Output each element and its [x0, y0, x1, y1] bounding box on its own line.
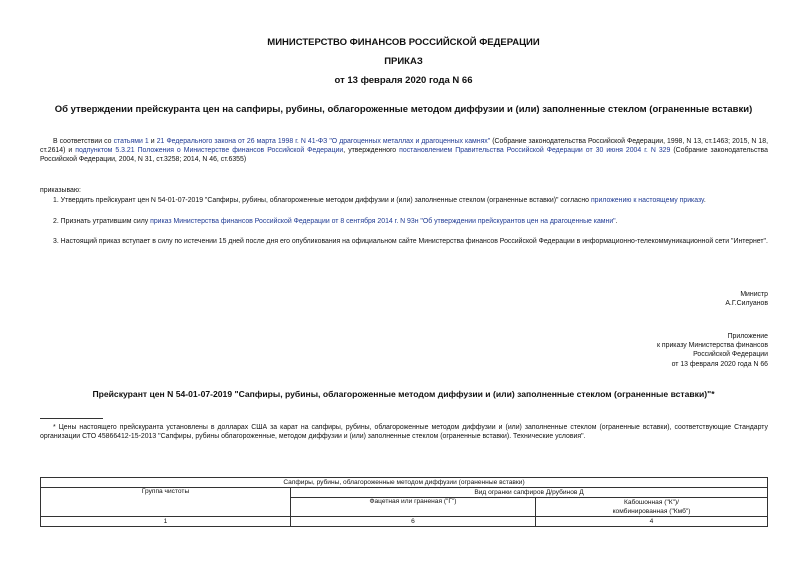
signature-role: Министр: [740, 291, 768, 298]
col-cut-type: Вид огранки сапфиров Д/рубинов Д: [291, 488, 768, 498]
table-caption: Сапфиры, рубины, облагороженные методом диффузии (ограненные вставки): [41, 478, 768, 488]
appendix-label: Приложение: [727, 333, 768, 340]
link-regulation-subclause[interactable]: подпунктом 5.3.21 Положения о Министерстве финансов Российской Федерации: [75, 147, 344, 155]
item-text: 2. Признать утратившим силу: [53, 218, 151, 225]
price-list-title: Прейскурант цен N 54-01-07-2019 "Сапфиры, рубины, облагороженные методом диффузии и (или) заполненные стеклом (ограненные вставки)"*: [92, 389, 715, 399]
doc-type: ПРИКАЗ: [384, 56, 423, 67]
col-clarity-group: Группа чистоты: [41, 488, 291, 517]
appendix-order-ref: к приказу Министерства финансов: [656, 342, 768, 349]
link-government-decree[interactable]: постановлением Правительства Российской Федерации от 30 июня 2004 г. N 329: [399, 147, 671, 155]
preamble: [40, 137, 768, 165]
preamble-text: и: [148, 138, 157, 145]
link-article-1[interactable]: статьями 1: [113, 138, 149, 145]
footnote: * Цены настоящего прейскуранта установлены в долларах США за карат на сапфиры, рубины, облагороженные методом диффузии и (или) заполненные стеклом (ограненные вставки), соответствующие Стандарту организации СТО 45866412-15-2013 "Сапфиры, рубины облагороженные, методом диффузии и (или) заполненные стеклом (ограненные вставки). Технические условия".: [40, 424, 768, 441]
price-table: [40, 477, 768, 527]
table-row: [41, 517, 768, 527]
order-item-1: [53, 196, 768, 205]
table-row: [41, 488, 768, 498]
col-number-3: 4: [536, 517, 768, 527]
item-text: 1. Утвердить прейскурант цен N 54-01-07-2019 "Сапфиры, рубины, облагороженные методом диффузии и (или) заполненные стеклом (ограненные вставки)" согласно: [53, 197, 591, 204]
col-cabochon: [536, 498, 768, 517]
appendix-federation: Российской Федерации: [693, 351, 768, 358]
doc-date: от 13 февраля 2020 года N 66: [334, 75, 473, 86]
order-word: приказываю:: [40, 187, 81, 194]
order-item-3: 3. Настоящий приказ вступает в силу по истечении 15 дней после дня его опубликования на официальном сайте Министерства финансов Российской Федерации в информационно-телекоммуникационной сети "Интернет".: [53, 238, 768, 245]
col-number-1: 1: [41, 517, 291, 527]
link-appendix[interactable]: приложению к настоящему приказу: [590, 197, 704, 204]
doc-title: Об утверждении прейскуранта цен на сапфиры, рубины, облагороженные методом диффузии и (или) заполненные стеклом (ограненные вставки): [54, 104, 753, 115]
footnote-divider: [40, 418, 103, 419]
preamble-text: , утвержденного: [343, 147, 400, 155]
table-row: [41, 478, 768, 488]
signature-name: А.Г.Силуанов: [725, 300, 768, 307]
item-text: .: [615, 218, 618, 225]
link-federal-law[interactable]: 21 Федерального закона от 26 марта 1998 г. N 41-ФЗ "О драгоценных металлах и драгоценных камнях": [156, 138, 491, 145]
col-number-2: 6: [291, 517, 536, 527]
preamble-text: (Собрание законодательства Российской Федерации, 2004, N 31, ст.3258; 2014, N 46, ст.6355): [40, 147, 768, 164]
preamble-text: В соответствии со: [53, 138, 114, 145]
col-cabochon-line2: комбинированная ("Кмб"): [612, 508, 691, 515]
col-facet: Фацетная или граненая ("Г"): [291, 498, 536, 517]
order-item-2: [53, 217, 768, 226]
preamble-text: (Собрание законодательства Российской Федерации, 1998, N 13, ст.1463; 2015, N 18, ст.2614) и: [40, 138, 769, 155]
link-repealed-order[interactable]: приказ Министерства финансов Российской Федерации от 8 сентября 2014 г. N 93н "Об утверждении прейскурантов цен на драгоценные камни": [150, 218, 616, 225]
col-cabochon-line1: Кабошонная ("К")/: [623, 499, 679, 506]
appendix-date: от 13 февраля 2020 года N 66: [671, 361, 768, 368]
item-text: .: [703, 197, 706, 204]
ministry-name: МИНИСТЕРСТВО ФИНАНСОВ РОССИЙСКОЙ ФЕДЕРАЦИИ: [267, 37, 540, 48]
